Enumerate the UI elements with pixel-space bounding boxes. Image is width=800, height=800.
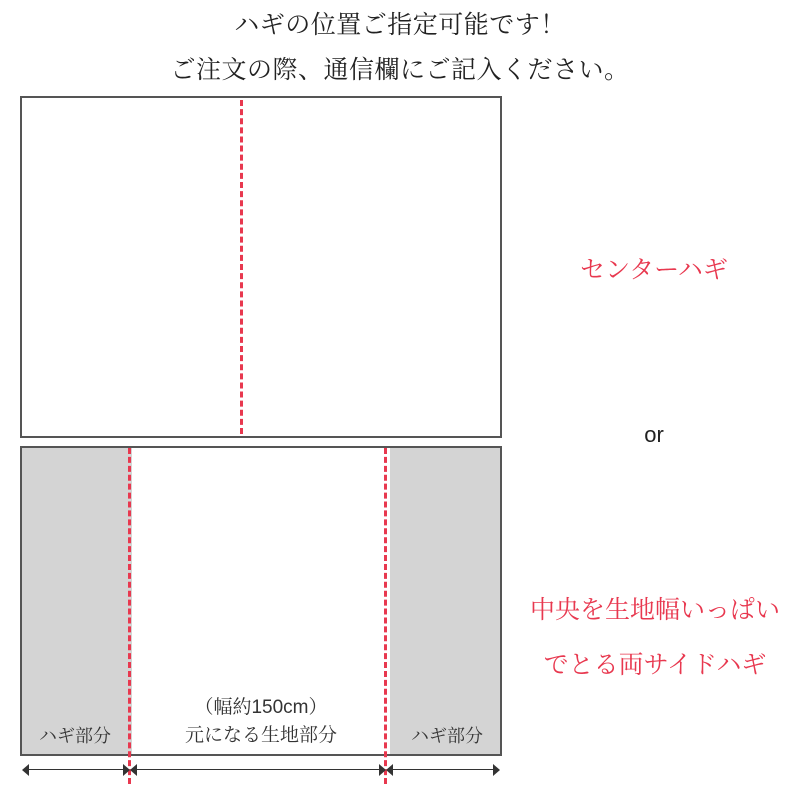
arrow-shaft: [28, 769, 124, 770]
hagi-band-right: [390, 448, 500, 754]
arrow-head-left-icon: [22, 764, 29, 776]
option-separator-or: or: [644, 422, 664, 447]
arrow-shaft: [392, 769, 494, 770]
fabric-width-note: （幅約150cm）: [194, 697, 328, 718]
arrow-head-right-icon: [493, 764, 500, 776]
dimension-arrow-base-fabric: [130, 764, 386, 776]
option-label-both-side-hagi-line-1: 中央を生地幅いっぱい: [529, 596, 780, 624]
dimension-arrow-right-hagi: [386, 764, 500, 776]
hagi-band-left: [22, 448, 132, 754]
arrow-head-right-icon: [123, 764, 130, 776]
seam-line-center: [240, 100, 243, 434]
page-title-line-1: ハギの位置ご指定可能です！: [234, 11, 566, 39]
dimension-arrow-left-hagi: [22, 764, 130, 776]
center-seam-fabric-panel: [20, 96, 502, 438]
arrow-head-left-icon: [386, 764, 393, 776]
hagi-label-right: ハギ部分: [411, 726, 483, 746]
page-title-line-2: ご注文の際、通信欄にご記入ください。: [170, 56, 630, 84]
option-label-center-hagi: センターハギ: [580, 256, 728, 284]
arrow-head-right-icon: [379, 764, 386, 776]
arrow-head-left-icon: [130, 764, 137, 776]
base-fabric-label: 元になる生地部分: [184, 725, 337, 746]
hagi-label-left: ハギ部分: [39, 726, 111, 746]
option-label-both-side-hagi-line-2: でとる両サイドハギ: [543, 651, 767, 679]
arrow-shaft: [136, 769, 380, 770]
